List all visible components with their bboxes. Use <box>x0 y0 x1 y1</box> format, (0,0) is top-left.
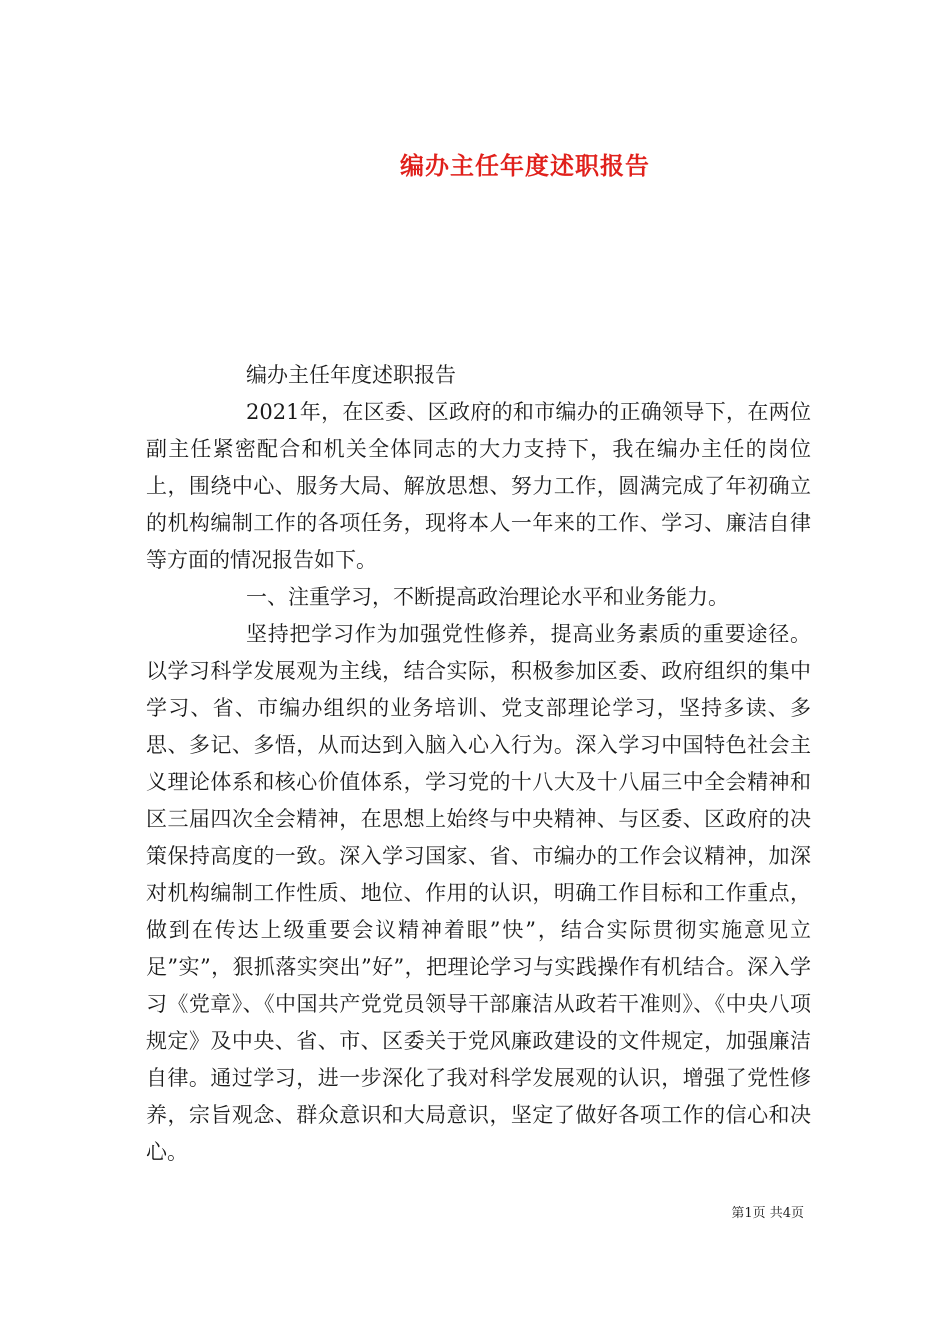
paragraph-intro: 2021年，在区委、区政府的和市编办的正确领导下，在两位副主任紧密配合和机关全体同志的大力支持下，我在编办主任的岗位上，围绕中心、服务大局、解放思想、努力工作，圆满完成了年初确立的机构编制工作的各项任务，现将本人一年来的工作、学习、廉洁自律等方面的情况报告如下。 <box>146 400 811 572</box>
page-number: 第1页 共4页 <box>731 1206 804 1221</box>
document-subtitle: 编办主任年度述职报告 <box>246 363 456 387</box>
document-title: 编办主任年度述职报告 <box>400 151 650 181</box>
document-body <box>146 357 811 1171</box>
section-heading-1: 一、注重学习，不断提高政治理论水平和业务能力。 <box>246 585 729 609</box>
paragraph-study: 坚持把学习作为加强党性修养，提高业务素质的重要途径。以学习科学发展观为主线，结合实际，积极参加区委、政府组织的集中学习、省、市编办组织的业务培训、党支部理论学习，坚持多读、多思、多记、多悟，从而达到入脑入心入行为。深入学习中国特色社会主义理论体系和核心价值体系，学习党的十八大及十八届三中全会精神和区三届四次全会精神，在思想上始终与中央精神、与区委、区政府的决策保持高度的一致。深入学习国家、省、市编办的工作会议精神，加深对机构编制工作性质、地位、作用的认识，明确工作目标和工作重点，做到在传达上级重要会议精神着眼”快”，结合实际贯彻实施意见立足”实”，狠抓落实突出”好”，把理论学习与实践操作有机结合。深入学习《党章》、《中国共产党党员领导干部廉洁从政若干准则》、《中央八项规定》及中央、省、市、区委关于党风廉政建设的文件规定，加强廉洁自律。通过学习，进一步深化了我对科学发展观的认识，增强了党性修养，宗旨观念、群众意识和大局意识，坚定了做好各项工作的信心和决心。 <box>146 622 811 1164</box>
